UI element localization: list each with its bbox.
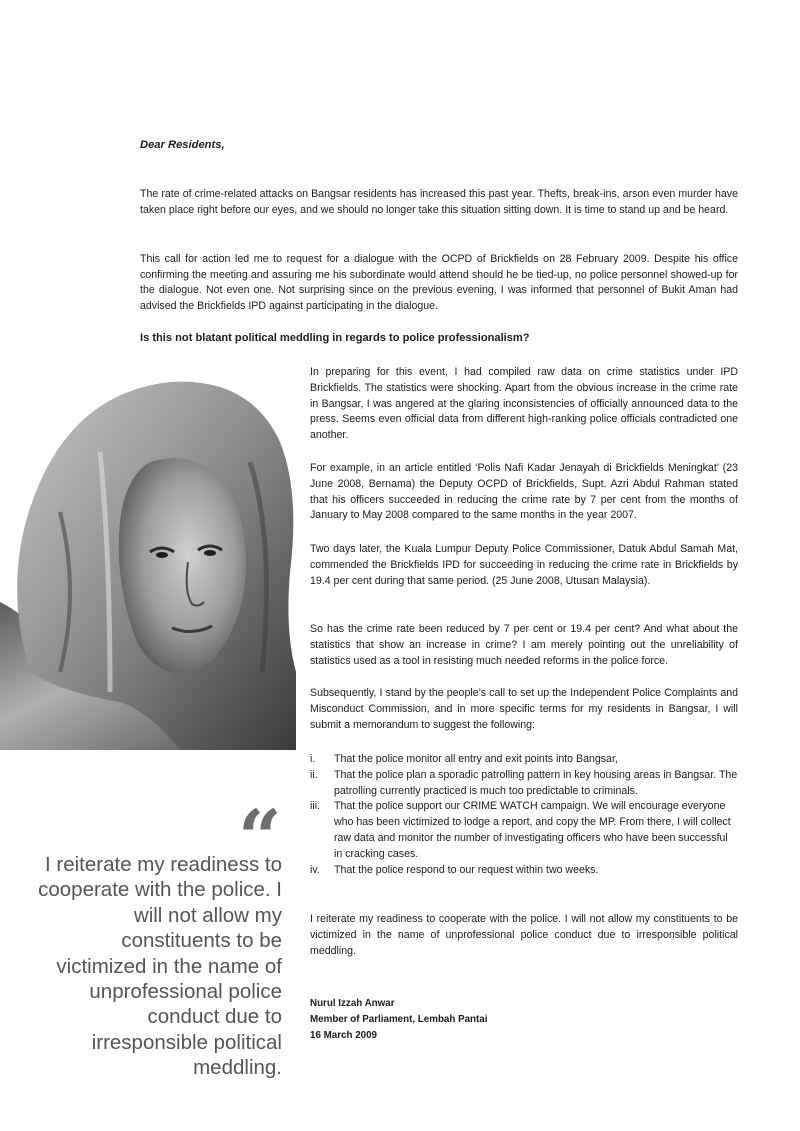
quote-mark-icon: “ [238,793,282,882]
question-heading: Is this not blatant political meddling in regards to police professionalism? [140,332,530,344]
body-paragraph-2: For example, in an article entitled ‘Polis Nafi Kadar Jenayah di Brickfields Meningkat’ (23 June 2008, Bernama) the Deputy OCPD of Brickfields, Supt. Azri Abdul Rahman stated that his officers succeeded in reducing the crime rate by 7 per cent from the months of January to May 2008 compared to the same months in the year 2007. [310,462,738,522]
body-paragraph-4: So has the crime rate been reduced by 7 per cent or 19.4 per cent? And what about the statistics that show an increase in crime? I am merely pointing out the unreliability of statistics used as a tool in resisting much needed reforms in the police force. [310,623,738,667]
body-paragraph-3: Two days later, the Kuala Lumpur Deputy Police Commissioner, Datuk Abdul Samah Mat, commended the Brickfields IPD for succeeding in reducing the crime rate in Brickfields by 19.4 per cent during that same period. (25 June 2008, Utusan Malaysia). [310,543,738,587]
body-paragraph-1: In preparing for this event, I had compiled raw data on crime statistics under IPD Brickfields. The statistics were shocking. Apart from the obvious increase in the crime rate in Bangsar, I was angered at the glaring inconsistencies of officially announced data to the press. Seems even official data from different high-ranking police officials contradicted one another. [310,366,738,442]
signature-name: Nurul Izzah Anwar [310,998,395,1009]
suggestion-list [310,752,738,878]
intro-paragraph-1: The rate of crime-related attacks on Bangsar residents has increased this past year. Thefts, break-ins, arson even murder have taken place right before our eyes, and we should no longer take this situation sitting down. It is time to stand up and be heard. [140,188,738,216]
list-number: ii. [310,768,318,781]
intro-paragraph-2: This call for action led me to request for a dialogue with the OCPD of Brickfields on 28 February 2009. Despite his office confirming the meeting and assuring me his subordinate would attend should he be tied-up, no police personnel showed-up for the dialogue. Not even one. Not surprising since on the previous evening, I was informed that personnel of Bukit Aman had advised the Brickfields IPD against participating in the dialogue. [140,253,738,312]
signature-date: 16 March 2009 [310,1030,377,1041]
pull-quote: I reiterate my readiness to cooperate with the police. I will not allow my constituents to be victimized in the name of unprofessional police conduct due to irresponsible political meddling. [38,853,282,1080]
list-number: iv. [310,863,320,876]
letter-greeting: Dear Residents, [140,139,225,151]
list-text: That the police support our CRIME WATCH campaign. We will encourage everyone who has been victimized to lodge a report, and copy the MP. From there, I will collect raw data and monitor the number of investigating officers who have been successful in cracking cases. [334,800,731,860]
list-item [310,863,738,879]
list-number: iii. [310,800,321,813]
list-item [310,799,738,862]
signature-block [310,996,487,1044]
portrait-photo [0,372,296,750]
list-text: That the police plan a sporadic patrolling pattern in key housing areas in Bangsar. The patrolling currently practiced is much too predictable to criminals. [334,768,738,797]
list-text: That the police respond to our request within two weeks. [334,863,599,876]
list-item [310,752,738,768]
body-paragraph-5: Subsequently, I stand by the people’s call to set up the Independent Police Complaints and Misconduct Commission, and in more specific terms for my residents in Bangsar, I will submit a memorandum to suggest the following: [310,687,738,731]
list-item [310,768,738,800]
closing-paragraph: I reiterate my readiness to cooperate with the police. I will not allow my constituents to be victimized in the name of unprofessional police conduct due to irresponsible political meddling. [310,913,738,957]
list-text: That the police monitor all entry and exit points into Bangsar, [334,753,618,765]
list-number: i. [310,753,316,765]
signature-title: Member of Parliament, Lembah Pantai [310,1014,488,1025]
